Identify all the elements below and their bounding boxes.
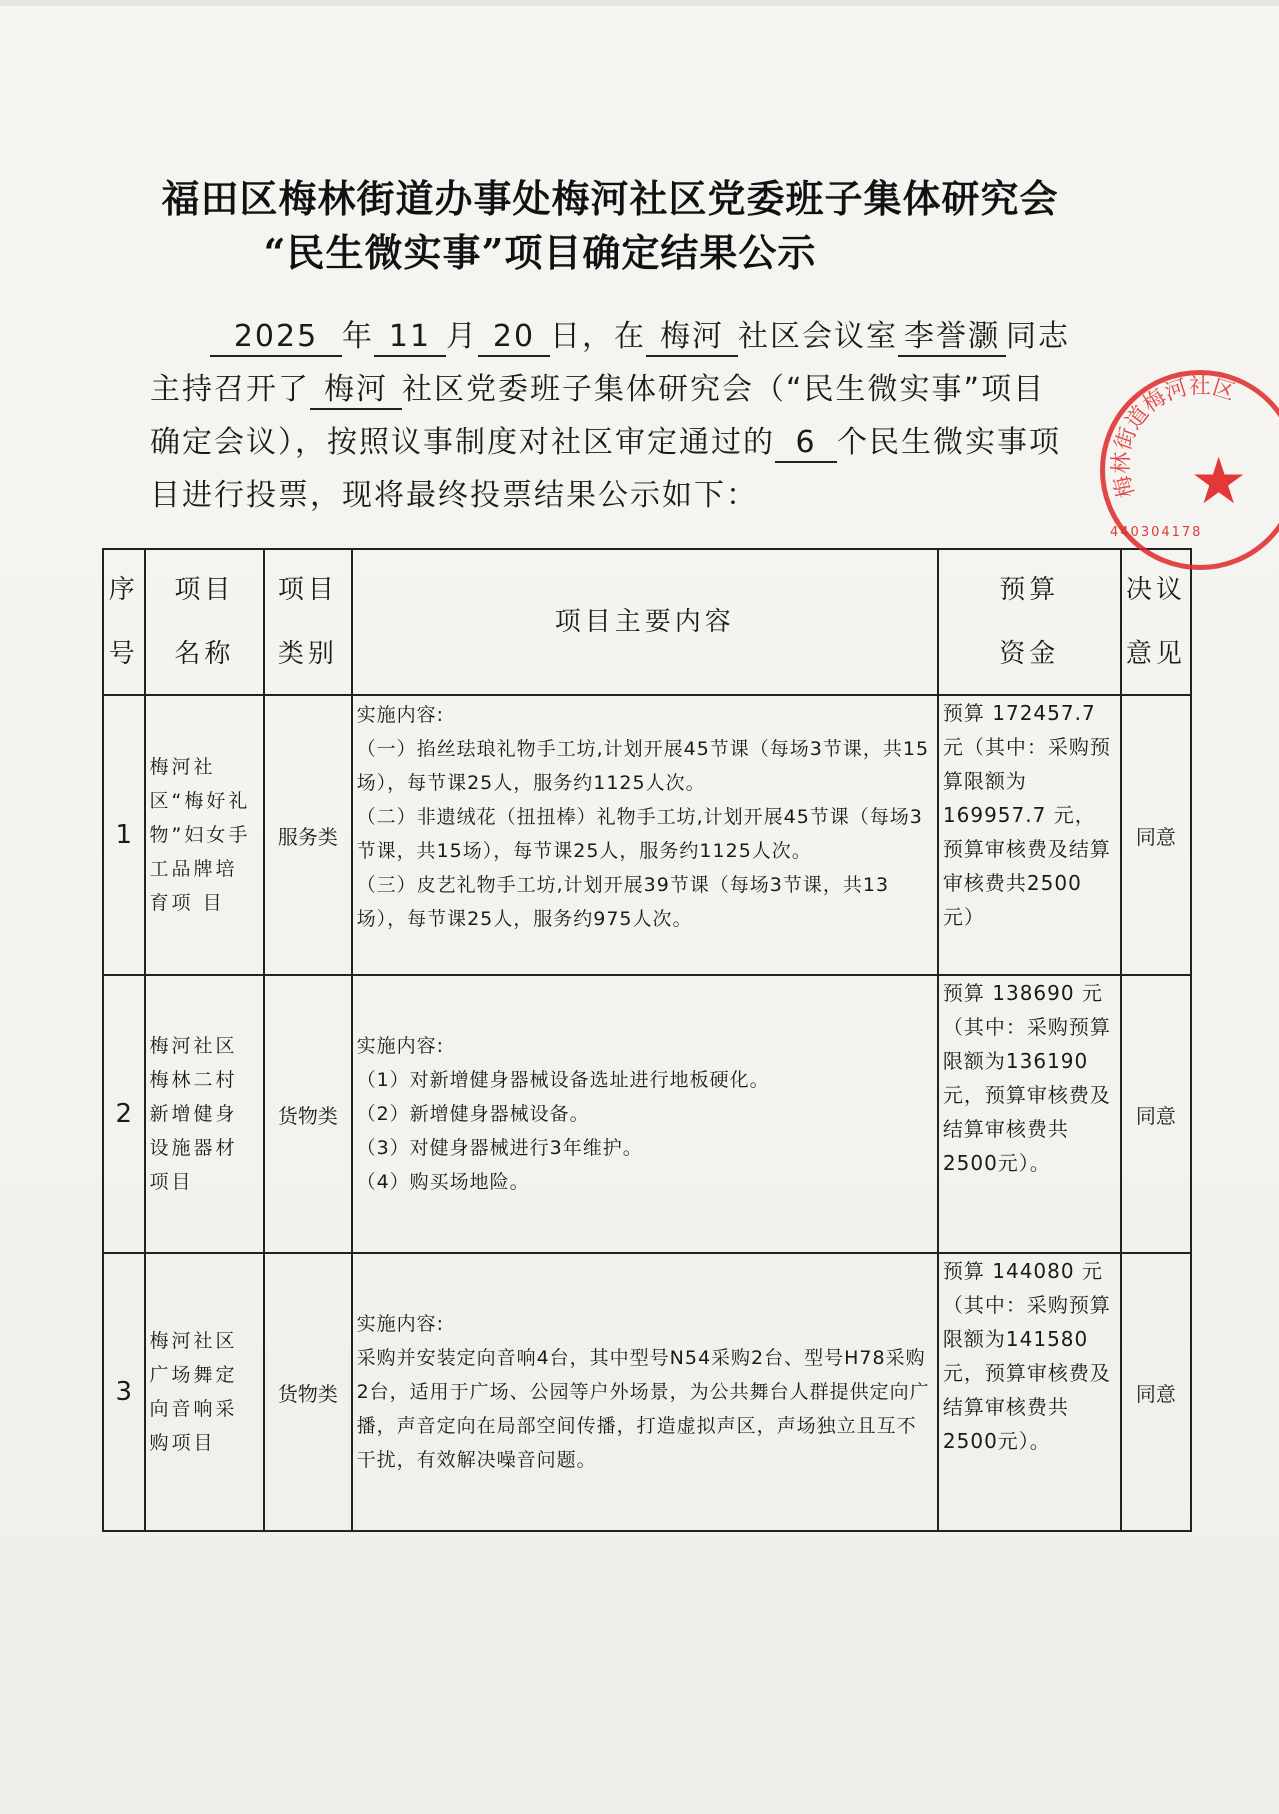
row-name: 梅河社区“梅好礼物”妇女手工品牌培育项 目 (145, 695, 265, 975)
row-opinion: 同意 (1121, 975, 1191, 1253)
row-name: 梅河社区广场舞定向音响采购项目 (145, 1253, 265, 1531)
intro-line-3 (150, 416, 1160, 469)
row-budget: 预算 172457.7元（其中：采购预算限额为169957.7 元，预算审核费及结算审核费共2500 元） (938, 695, 1121, 975)
month-field: 11 (374, 319, 446, 357)
host-field: 李誉灏 (898, 319, 1006, 357)
row-idx: 1 (103, 695, 145, 975)
header-opinion: 决议 意见 (1121, 549, 1191, 695)
row-content: 实施内容: （一）掐丝珐琅礼物手工坊,计划开展45节课（每场3节课，共15场），每节课25人，服务约1125人次。 （二）非遗绒花（扭扭棒）礼物手工坊,计划开展45节课（每场3节课，共15场），每节课25人，服务约1125人次。 （三）皮艺礼物手工坊,计划开展39节课（每场3节课，共13场），每节课25人，服务约975人次。 (352, 695, 938, 975)
community-field: 梅河 (310, 372, 402, 410)
header-name: 项目 名称 (145, 549, 265, 695)
table-header-row (103, 549, 1191, 695)
projects-table (102, 548, 1192, 1532)
intro-text-2b: 社区党委班子集体研究会（“民生微实事”项目 (402, 372, 1046, 407)
intro-line-1 (150, 310, 1160, 363)
year-label: 年 (342, 319, 374, 354)
host-label: 同志 (1006, 319, 1070, 354)
day-field: 20 (478, 319, 550, 357)
svg-text:梅林街道梅河社区: 梅林街道梅河社区 (1109, 375, 1238, 501)
month-label: 月 (446, 319, 478, 354)
row-content: 实施内容: 采购并安装定向音响4台，其中型号N54采购2台、型号H78采购2台，适用于广场、公园等户外场景，为公共舞台人群提供定向广播，声音定向在局部空间传播，打造虚拟声区，声场独立且互不干扰，有效解决噪音问题。 (352, 1253, 938, 1531)
intro-text-2a: 主持召开了 (150, 372, 310, 407)
row-name: 梅河社区梅林二村新增健身设施器材项目 (145, 975, 265, 1253)
official-seal (1100, 370, 1279, 570)
day-label: 日，在 (550, 319, 646, 354)
top-edge (0, 0, 1279, 6)
row-opinion: 同意 (1121, 1253, 1191, 1531)
intro-text-3b: 个民生微实事项 (837, 425, 1061, 460)
seal-star-icon: ★ (1190, 445, 1248, 519)
seal-code: 440304178 (1110, 525, 1203, 540)
row-opinion: 同意 (1121, 695, 1191, 975)
place-field: 梅河 (646, 319, 738, 357)
count-field: 6 (775, 425, 837, 463)
title-line-2: “民生微实事”项目确定结果公示 (263, 230, 817, 275)
row-idx: 2 (103, 975, 145, 1253)
table-row (103, 975, 1191, 1253)
row-content: 实施内容: （1）对新增健身器械设备选址进行地板硬化。 （2）新增健身器械设备。 （3）对健身器械进行3年维护。 （4）购买场地险。 (352, 975, 938, 1253)
row-budget: 预算 144080 元（其中：采购预算限额为141580 元，预算审核费及结算审核费共 2500元）。 (938, 1253, 1121, 1531)
intro-text-3a: 确定会议），按照议事制度对社区审定通过的 (150, 425, 775, 460)
header-idx: 序 号 (103, 549, 145, 695)
header-budget: 预算 资金 (938, 549, 1121, 695)
year-field: 2025 (210, 319, 342, 357)
row-type: 服务类 (264, 695, 351, 975)
header-type: 项目 类别 (264, 549, 351, 695)
intro-line-2 (150, 363, 1160, 416)
header-content: 项目主要内容 (352, 549, 938, 695)
row-type: 货物类 (264, 975, 351, 1253)
title-line-1: 福田区梅林街道办事处梅河社区党委班子集体研究会 (161, 176, 1059, 221)
place-label: 社区会议室 (738, 319, 898, 354)
intro-line-4: 目进行投票，现将最终投票结果公示如下： (150, 478, 758, 513)
table-row (103, 695, 1191, 975)
row-type: 货物类 (264, 1253, 351, 1531)
table-row (103, 1253, 1191, 1531)
row-budget: 预算 138690 元（其中：采购预算限额为136190 元，预算审核费及结算审核费共 2500元）。 (938, 975, 1121, 1253)
row-idx: 3 (103, 1253, 145, 1531)
